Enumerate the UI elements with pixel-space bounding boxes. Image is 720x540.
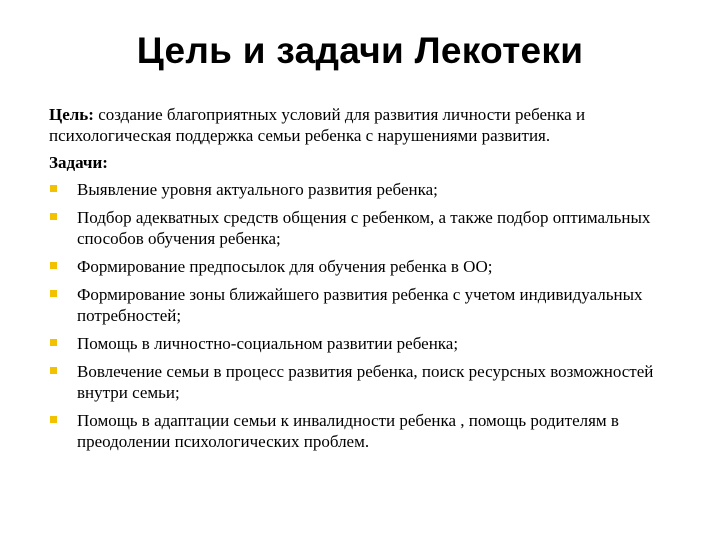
list-item xyxy=(49,207,689,249)
task-text: Помощь в адаптации семьи к инвалидности ребенка , помощь родителям в преодолении психологических проблем. xyxy=(77,411,619,451)
square-bullet-icon xyxy=(50,290,57,297)
square-bullet-icon xyxy=(50,213,57,220)
square-bullet-icon xyxy=(50,262,57,269)
slide-title: Цель и задачи Лекотеки xyxy=(136,30,584,71)
task-text: Выявление уровня актуального развития ребенка; xyxy=(77,180,438,199)
tasks-label: Задачи: xyxy=(49,153,108,172)
slide-body xyxy=(49,104,689,459)
square-bullet-icon xyxy=(50,339,57,346)
tasks-list xyxy=(49,179,689,452)
goal-paragraph xyxy=(49,104,689,146)
square-bullet-icon xyxy=(50,367,57,374)
list-item xyxy=(49,361,689,403)
list-item xyxy=(49,284,689,326)
task-text: Формирование предпосылок для обучения ребенка в ОО; xyxy=(77,257,493,276)
task-text: Помощь в личностно-социальном развитии ребенка; xyxy=(77,334,459,353)
task-text: Вовлечение семьи в процесс развития ребенка, поиск ресурсных возможностей внутри семьи; xyxy=(77,362,654,402)
goal-label: Цель: xyxy=(49,105,94,124)
goal-text: создание благоприятных условий для развития личности ребенка и психологическая поддержка семьи ребенка с нарушениями развития. xyxy=(49,105,586,145)
task-text: Формирование зоны ближайшего развития ребенка с учетом индивидуальных потребностей; xyxy=(77,285,643,325)
list-item xyxy=(49,410,689,452)
square-bullet-icon xyxy=(50,185,57,192)
list-item xyxy=(49,256,689,277)
list-item xyxy=(49,333,689,354)
list-item xyxy=(49,179,689,200)
task-text: Подбор адекватных средств общения с ребенком, а также подбор оптимальных способов обучения ребенка; xyxy=(77,208,651,248)
square-bullet-icon xyxy=(50,416,57,423)
